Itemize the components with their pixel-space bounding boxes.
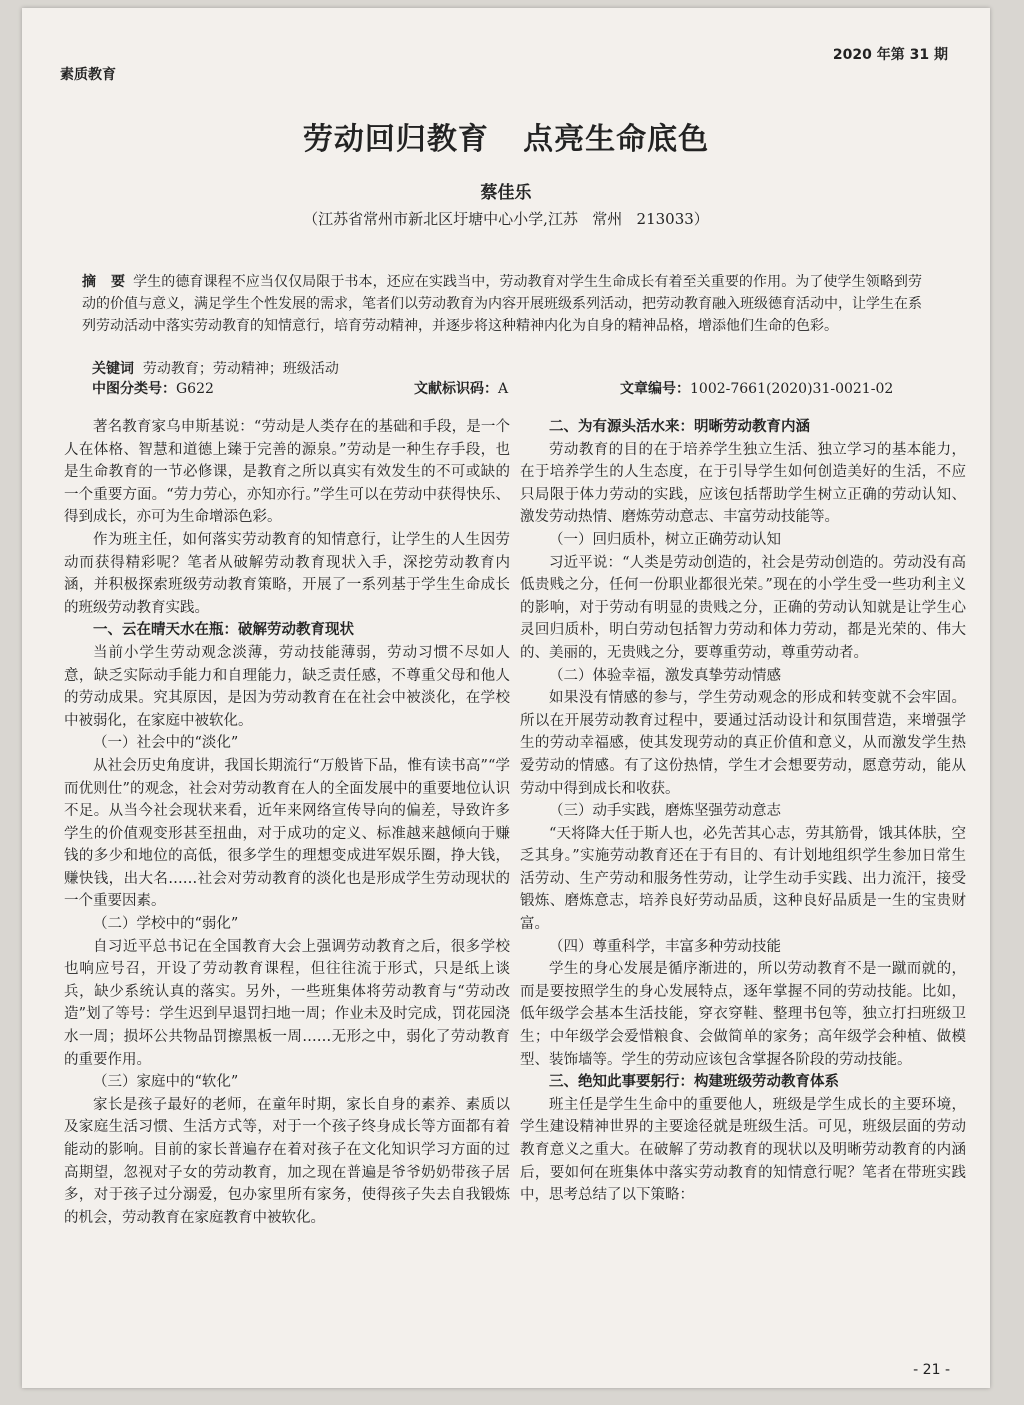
article-number-value: 1002-7661(2020)31-0021-02	[690, 381, 894, 397]
body-paragraph: 作为班主任，如何落实劳动教育的知情意行，让学生的人生因劳动而获得精彩呢？笔者从破解劳动教育现状入手，深挖劳动教育内涵，并积极探索班级劳动教育策略，开展了一系列基于学生生命成长的班级劳动教育实践。	[64, 531, 510, 616]
right-column	[520, 416, 966, 1207]
left-column	[64, 416, 510, 1229]
body-paragraph: 当前小学生劳动观念淡薄，劳动技能薄弱，劳动习惯不尽如人意，缺乏实际动手能力和自理能力，缺乏责任感，不尊重父母和他人的劳动成果。究其原因，是因为劳动教育在在社会中被淡化，在学校中被弱化，在家庭中被软化。	[64, 644, 510, 729]
section-heading: 二、为有源头活水来：明晰劳动教育内涵	[549, 419, 810, 435]
abstract-text: 学生的德育课程不应当仅仅局限于书本，还应在实践当中，劳动教育对学生生命成长有着至关重要的作用。为了使学生领略到劳动的价值与意义，满足学生个性发展的需求，笔者们以劳动教育为内容开展班级系列活动，把劳动教育融入班级德育活动中，让学生在系列劳动活动中落实劳动教育的知情意行，培育劳动精神，并逐步将这种精神内化为自身的精神品格，增添他们生命的色彩。	[82, 274, 923, 334]
running-head-issue: 2020 年第 31 期	[832, 47, 948, 63]
subsection-heading: （二）体验幸福，激发真挚劳动情感	[549, 667, 781, 684]
keywords	[92, 358, 339, 378]
body-paragraph: 学生的身心发展是循序渐进的，所以劳动教育不是一蹴而就的，而是要按照学生的身心发展特点，逐年掌握不同的劳动技能。比如，低年级学会基本生活技能，穿衣穿鞋、整理书包等，独立打扫班级卫生；中年级学会爱惜粮食、会做简单的家务；高年级学会种植、做模型、装饰墙等。学生的劳动应该包含掌握各阶段的劳动技能。	[520, 961, 966, 1068]
article-number	[620, 378, 893, 398]
body-paragraph: 如果没有情感的参与，学生劳动观念的形成和转变就不会牢固。所以在开展劳动教育过程中，要通过活动设计和氛围营造，来增强学生的劳动幸福感，使其发现劳动的真正价值和意义，从而激发学生热爱劳动的情感。有了这份热情，学生才会想要劳动，愿意劳动，能从劳动中得到成长和收获。	[520, 690, 966, 797]
journal-page	[22, 8, 990, 1388]
abstract-label: 摘 要	[82, 274, 126, 290]
article-number-label: 文章编号：	[620, 381, 690, 397]
clc-value: G622	[176, 381, 214, 397]
subsection-heading: （三）家庭中的“软化”	[93, 1074, 239, 1091]
abstract	[82, 271, 922, 337]
keywords-label: 关键词	[92, 361, 134, 377]
document-code-label: 文献标识码：	[414, 381, 498, 397]
clc-number	[92, 378, 214, 398]
body-paragraph: 著名教育家乌申斯基说：“劳动是人类存在的基础和手段，是一个人在体格、智慧和道德上臻于完善的源泉。”劳动是一种生存手段，也是生命教育的一节必修课，是教育之所以真实有效发生的不可或缺的一个重要方面。“劳力劳心，亦知亦行。”学生可以在劳动中获得快乐、得到成长，亦可为生命增添色彩。	[64, 419, 510, 526]
subsection-heading: （二）学校中的“弱化”	[93, 916, 239, 933]
author-affiliation: （江苏省常州市新北区圩塘中心小学,江苏 常州 213033）	[303, 210, 709, 228]
section-heading: 一、云在晴天水在瓶：破解劳动教育现状	[93, 622, 354, 639]
document-code-value: A	[498, 381, 509, 397]
body-paragraph: “天将降大任于斯人也，必先苦其心志，劳其筋骨，饿其体肤，空乏其身。”实施劳动教育还在于有目的、有计划地组织学生参加日常生活劳动、生产劳动和服务性劳动，让学生动手实践、出力流汗，接受锻炼、磨炼意志，培养良好劳动品质，这种良好品质是一生的宝贵财富。	[520, 825, 966, 933]
clc-label: 中图分类号：	[92, 381, 176, 397]
keywords-text: 劳动教育；劳动精神；班级活动	[142, 361, 339, 377]
body-paragraph: 习近平说：“人类是劳动创造的，社会是劳动创造的。劳动没有高低贵贱之分，任何一份职业都很光荣。”现在的小学生受一些功利主义的影响，对于劳动有明显的贵贱之分，正确的劳动认知就是让学生心灵回归质朴，明白劳动包括智力劳动和体力劳动，都是光荣的、伟大的、美丽的，无贵贱之分，要尊重劳动，尊重劳动者。	[520, 554, 966, 661]
body-paragraph: 自习近平总书记在全国教育大会上强调劳动教育之后，很多学校也响应号召，开设了劳动教育课程，但往往流于形式，只是纸上谈兵，缺少系统认真的落实。另外，一些班集体将劳动教育与“劳动改造”划了等号：学生迟到早退罚扫地一周；作业未及时完成，罚花园浇水一周；损坏公共物品罚擦黑板一周……无形之中，弱化了劳动教育的重要作用。	[64, 938, 510, 1068]
subsection-heading: （一）回归质朴，树立正确劳动认知	[549, 531, 781, 548]
running-head-section: 素质教育	[60, 67, 116, 83]
article-title: 劳动回归教育 点亮生命底色	[302, 122, 710, 157]
author-name: 蔡佳乐	[480, 183, 532, 203]
page-number: - 21 -	[913, 1362, 950, 1378]
section-heading: 三、绝知此事要躬行：构建班级劳动教育体系	[549, 1074, 839, 1091]
body-paragraph: 劳动教育的目的在于培养学生独立生活、独立学习的基本能力，在于培养学生的人生态度，在于引导学生如何创造美好的生活，不应只局限于体力劳动的实践，应该包括帮助学生树立正确的劳动认知、激发劳动热情、磨炼劳动意志、丰富劳动技能等。	[520, 441, 966, 526]
subsection-heading: （三）动手实践，磨炼坚强劳动意志	[549, 803, 781, 820]
subsection-heading: （一）社会中的“淡化”	[93, 735, 239, 752]
subsection-heading: （四）尊重科学，丰富多种劳动技能	[549, 938, 781, 955]
body-paragraph: 从社会历史角度讲，我国长期流行“万般皆下品，惟有读书高”“学而优则仕”的观念，社会对劳动教育在人的全面发展中的重要地位认识不足。从当今社会现状来看，近年来网络宣传导向的偏差，导致许多学生的价值观变形甚至扭曲，对于成功的定义、标准越来越倾向于赚钱的多少和地位的高低，很多学生的理想变成进军娱乐圈，挣大钱，赚快钱，出大名……社会对劳动教育的淡化也是形成学生劳动现状的一个重要因素。	[64, 757, 510, 910]
body-paragraph: 班主任是学生生命中的重要他人，班级是学生成长的主要环境，学生建设精神世界的主要途径就是班级生活。可见，班级层面的劳动教育意义之重大。在破解了劳动教育的现状以及明晰劳动教育的内涵后，要如何在班集体中落实劳动教育的知情意行呢？笔者在带班实践中，思考总结了以下策略：	[520, 1096, 966, 1204]
document-code	[414, 378, 508, 398]
body-paragraph: 家长是孩子最好的老师，在童年时期，家长自身的素养、素质以及家庭生活习惯、生活方式等，对于一个孩子终身成长等方面都有着能动的影响。目前的家长普遍存在着对孩子在文化知识学习方面的过高期望，忽视对子女的劳动教育，加之现在普遍是爷爷奶奶带孩子居多，对于孩子过分溺爱，包办家里所有家务，使得孩子失去自我锻炼的机会，劳动教育在家庭教育中被软化。	[64, 1096, 510, 1226]
